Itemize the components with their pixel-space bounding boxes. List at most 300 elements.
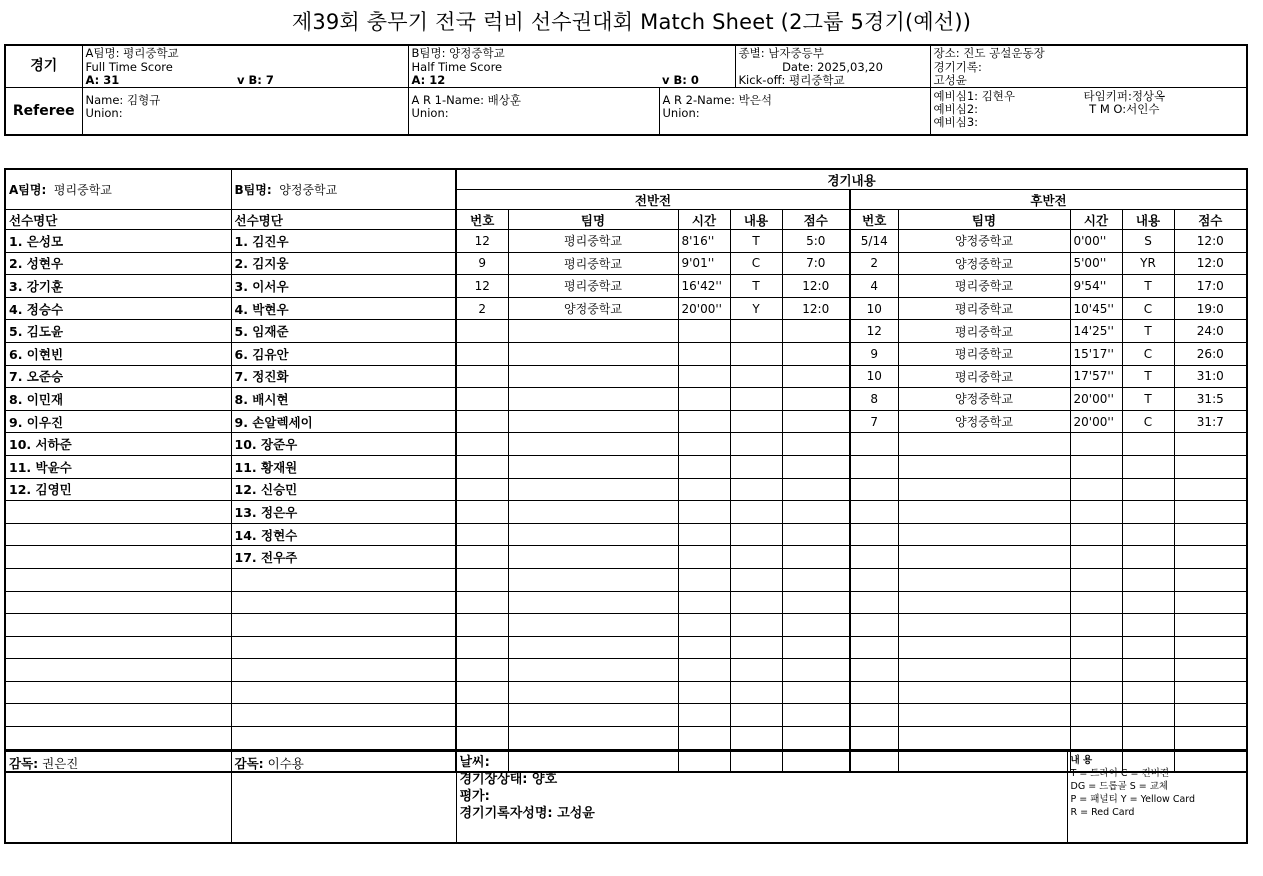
second-half-type bbox=[1122, 591, 1174, 614]
second-half-type: T bbox=[1122, 365, 1174, 388]
first-half-type bbox=[730, 636, 782, 659]
first-half-team bbox=[508, 659, 678, 682]
first-half-type bbox=[730, 501, 782, 524]
second-half-col-header: 번호 bbox=[850, 210, 898, 230]
second-half-score bbox=[1174, 433, 1247, 456]
half-time-a: A: 12 bbox=[408, 74, 659, 88]
first-half-no bbox=[456, 727, 508, 750]
first-half-no bbox=[456, 388, 508, 411]
player-b: 9. 손알렉세이 bbox=[231, 410, 456, 433]
first-half-team bbox=[508, 636, 678, 659]
second-half-score bbox=[1174, 681, 1247, 704]
second-half-time: 10'45'' bbox=[1070, 297, 1122, 320]
second-half-time bbox=[1070, 455, 1122, 478]
referee-label: Referee bbox=[5, 88, 82, 136]
match-label: 경기 bbox=[5, 45, 82, 88]
player-a bbox=[5, 681, 231, 704]
team-a-name: A팀명: 평리중학교 bbox=[82, 45, 408, 61]
first-half-no bbox=[456, 568, 508, 591]
second-half-score bbox=[1174, 659, 1247, 682]
second-half-score: 31:7 bbox=[1174, 410, 1247, 433]
first-half-score bbox=[782, 591, 850, 614]
referee-info bbox=[82, 88, 408, 136]
first-half-time bbox=[678, 614, 730, 637]
player-a: 1. 은성모 bbox=[5, 230, 231, 253]
player-a bbox=[5, 636, 231, 659]
table-row bbox=[5, 546, 1247, 569]
second-half-team: 평리중학교 bbox=[898, 320, 1070, 343]
second-half-no bbox=[850, 455, 898, 478]
second-half-team bbox=[898, 523, 1070, 546]
second-half-type bbox=[1122, 455, 1174, 478]
player-a: 10. 서하준 bbox=[5, 433, 231, 456]
first-half-team: 평리중학교 bbox=[508, 230, 678, 253]
player-b bbox=[231, 636, 456, 659]
second-half-no: 7 bbox=[850, 410, 898, 433]
second-half-team bbox=[898, 659, 1070, 682]
ar1-name: A R 1-Name: 배상훈 bbox=[411, 93, 521, 107]
table-row bbox=[5, 591, 1247, 614]
first-half-col-header: 팀명 bbox=[508, 210, 678, 230]
first-half-time bbox=[678, 320, 730, 343]
first-half-time: 8'16'' bbox=[678, 230, 730, 253]
player-a bbox=[5, 704, 231, 727]
coach-a bbox=[5, 751, 231, 843]
sheet-title: 제39회 충무기 전국 럭비 선수권대회 Match Sheet (2그룹 5경기(예선)) bbox=[291, 10, 972, 34]
player-a: 2. 성현우 bbox=[5, 252, 231, 275]
first-half-team: 평리중학교 bbox=[508, 252, 678, 275]
second-half-no: 4 bbox=[850, 275, 898, 298]
match-date: Date: 2025,03,20 bbox=[735, 61, 930, 74]
first-half-no bbox=[456, 478, 508, 501]
player-b bbox=[231, 704, 456, 727]
first-half-no bbox=[456, 455, 508, 478]
second-half-team bbox=[898, 636, 1070, 659]
first-half-no bbox=[456, 681, 508, 704]
second-half-time: 17'57'' bbox=[1070, 365, 1122, 388]
first-half-score bbox=[782, 455, 850, 478]
legend-line-3: P = 패널티 Y = Yellow Card bbox=[1070, 794, 1196, 805]
second-half-no bbox=[850, 546, 898, 569]
match-info-table bbox=[4, 44, 1248, 136]
first-half-score: 12:0 bbox=[782, 275, 850, 298]
second-half-score bbox=[1174, 501, 1247, 524]
legend-title: 내 용 bbox=[1070, 755, 1093, 766]
player-b: 5. 임재준 bbox=[231, 320, 456, 343]
first-half-no bbox=[456, 320, 508, 343]
first-half-team bbox=[508, 523, 678, 546]
second-half-type: T bbox=[1122, 320, 1174, 343]
ar2-info bbox=[659, 88, 930, 136]
first-half-time bbox=[678, 727, 730, 750]
second-half-time bbox=[1070, 523, 1122, 546]
first-half-type bbox=[730, 365, 782, 388]
second-half-no bbox=[850, 568, 898, 591]
first-half-score bbox=[782, 410, 850, 433]
first-half-score bbox=[782, 704, 850, 727]
player-a: 6. 이현빈 bbox=[5, 342, 231, 365]
second-half-no bbox=[850, 478, 898, 501]
second-half-no bbox=[850, 614, 898, 637]
legend bbox=[1067, 751, 1247, 843]
first-half-team bbox=[508, 478, 678, 501]
second-half-no bbox=[850, 659, 898, 682]
second-half-col-header: 점수 bbox=[1174, 210, 1247, 230]
second-half-score bbox=[1174, 478, 1247, 501]
first-half-no bbox=[456, 704, 508, 727]
first-half-team: 양정중학교 bbox=[508, 297, 678, 320]
first-half-time bbox=[678, 568, 730, 591]
first-half-time bbox=[678, 523, 730, 546]
full-time-a: A: 31 bbox=[82, 74, 234, 88]
second-half-time bbox=[1070, 433, 1122, 456]
second-half-team: 양정중학교 bbox=[898, 410, 1070, 433]
first-half-type: Y bbox=[730, 297, 782, 320]
second-half-team bbox=[898, 591, 1070, 614]
first-half-col-header: 시간 bbox=[678, 210, 730, 230]
first-half-time bbox=[678, 636, 730, 659]
reserve-officials bbox=[930, 88, 1247, 136]
first-half-score bbox=[782, 659, 850, 682]
player-b: 4. 박현우 bbox=[231, 297, 456, 320]
first-half-header: 전반전 bbox=[456, 190, 850, 210]
referee-union: Union: bbox=[85, 106, 123, 120]
player-a bbox=[5, 523, 231, 546]
second-half-score bbox=[1174, 568, 1247, 591]
table-row bbox=[5, 320, 1247, 343]
table-row bbox=[5, 727, 1247, 750]
second-half-type: YR bbox=[1122, 252, 1174, 275]
second-half-score bbox=[1174, 704, 1247, 727]
second-half-no bbox=[850, 727, 898, 750]
first-half-time bbox=[678, 433, 730, 456]
first-half-team bbox=[508, 365, 678, 388]
player-b bbox=[231, 568, 456, 591]
first-half-no: 12 bbox=[456, 275, 508, 298]
table-row bbox=[5, 297, 1247, 320]
ar1-union: Union: bbox=[411, 106, 449, 120]
first-half-team bbox=[508, 727, 678, 750]
coach-b-name: 이수용 bbox=[267, 756, 304, 771]
second-half-score bbox=[1174, 523, 1247, 546]
first-half-score bbox=[782, 365, 850, 388]
second-half-team bbox=[898, 478, 1070, 501]
ar2-name: A R 2-Name: 박은석 bbox=[662, 93, 772, 107]
second-half-time bbox=[1070, 727, 1122, 750]
first-half-type bbox=[730, 659, 782, 682]
first-half-score: 5:0 bbox=[782, 230, 850, 253]
first-half-no bbox=[456, 659, 508, 682]
second-half-time bbox=[1070, 636, 1122, 659]
player-a: 4. 정승수 bbox=[5, 297, 231, 320]
table-row bbox=[5, 704, 1247, 727]
second-half-header: 후반전 bbox=[850, 190, 1247, 210]
first-half-team bbox=[508, 704, 678, 727]
second-half-type: C bbox=[1122, 342, 1174, 365]
first-half-no bbox=[456, 342, 508, 365]
venue: 장소: 진도 공설운동장 bbox=[933, 46, 1045, 60]
first-half-score bbox=[782, 636, 850, 659]
first-half-team bbox=[508, 614, 678, 637]
recorder-label: 경기기록: bbox=[933, 61, 982, 74]
second-half-time bbox=[1070, 546, 1122, 569]
table-row bbox=[5, 523, 1247, 546]
second-half-col-header: 시간 bbox=[1070, 210, 1122, 230]
first-half-type bbox=[730, 320, 782, 343]
second-half-type bbox=[1122, 727, 1174, 750]
second-half-team bbox=[898, 501, 1070, 524]
footer-table bbox=[4, 750, 1248, 844]
first-half-time bbox=[678, 365, 730, 388]
second-half-no bbox=[850, 704, 898, 727]
player-b: 10. 장준우 bbox=[231, 433, 456, 456]
first-half-time: 9'01'' bbox=[678, 252, 730, 275]
first-half-score bbox=[782, 342, 850, 365]
player-a bbox=[5, 546, 231, 569]
first-half-score bbox=[782, 478, 850, 501]
table-row bbox=[5, 365, 1247, 388]
second-half-score: 17:0 bbox=[1174, 275, 1247, 298]
first-half-score: 12:0 bbox=[782, 297, 850, 320]
second-half-time bbox=[1070, 659, 1122, 682]
legend-line-1: T = 트라이 C = 컨버젼 bbox=[1070, 768, 1170, 779]
player-b: 13. 정은우 bbox=[231, 501, 456, 524]
second-half-type bbox=[1122, 478, 1174, 501]
second-half-team: 양정중학교 bbox=[898, 388, 1070, 411]
first-half-team bbox=[508, 568, 678, 591]
first-half-time bbox=[678, 659, 730, 682]
second-half-team: 평리중학교 bbox=[898, 342, 1070, 365]
legend-line-4: R = Red Card bbox=[1070, 807, 1135, 818]
player-a: 9. 이우진 bbox=[5, 410, 231, 433]
recorder-name: 고성윤 bbox=[930, 74, 1247, 88]
first-half-type bbox=[730, 614, 782, 637]
second-half-team: 평리중학교 bbox=[898, 365, 1070, 388]
first-half-time bbox=[678, 546, 730, 569]
field-condition: 경기장상태: 양호 bbox=[459, 772, 558, 787]
first-half-type bbox=[730, 591, 782, 614]
first-half-score: 7:0 bbox=[782, 252, 850, 275]
ar2-union: Union: bbox=[662, 106, 700, 120]
second-half-no: 9 bbox=[850, 342, 898, 365]
first-half-time bbox=[678, 388, 730, 411]
roster-header-a: 선수명단 bbox=[5, 210, 231, 230]
table-row bbox=[5, 455, 1247, 478]
team-a-label: A팀명: bbox=[9, 183, 47, 197]
second-half-type: C bbox=[1122, 410, 1174, 433]
second-half-type: T bbox=[1122, 388, 1174, 411]
team-b-label: B팀명: bbox=[234, 183, 272, 197]
second-half-type bbox=[1122, 568, 1174, 591]
table-row bbox=[5, 230, 1247, 253]
second-half-score: 31:0 bbox=[1174, 365, 1247, 388]
second-half-time bbox=[1070, 568, 1122, 591]
full-time-b: v B: 7 bbox=[234, 74, 408, 88]
second-half-no: 5/14 bbox=[850, 230, 898, 253]
first-half-team bbox=[508, 591, 678, 614]
second-half-score bbox=[1174, 614, 1247, 637]
first-half-time bbox=[678, 704, 730, 727]
second-half-type bbox=[1122, 501, 1174, 524]
player-b: 8. 배시현 bbox=[231, 388, 456, 411]
first-half-type bbox=[730, 523, 782, 546]
second-half-score: 12:0 bbox=[1174, 230, 1247, 253]
first-half-time bbox=[678, 410, 730, 433]
second-half-score: 31:5 bbox=[1174, 388, 1247, 411]
team-a-value: 평리중학교 bbox=[53, 183, 112, 197]
reserve-3: 예비심3: bbox=[933, 115, 979, 129]
match-events-table bbox=[4, 168, 1248, 773]
player-b bbox=[231, 614, 456, 637]
second-half-team bbox=[898, 568, 1070, 591]
second-half-type: T bbox=[1122, 275, 1174, 298]
second-half-type bbox=[1122, 433, 1174, 456]
second-half-type bbox=[1122, 546, 1174, 569]
coach-b bbox=[231, 751, 456, 843]
second-half-col-header: 내용 bbox=[1122, 210, 1174, 230]
first-half-type bbox=[730, 455, 782, 478]
legend-line-2: DG = 드롭골 S = 교체 bbox=[1070, 781, 1169, 792]
first-half-team bbox=[508, 455, 678, 478]
first-half-time bbox=[678, 342, 730, 365]
half-time-b: v B: 0 bbox=[659, 74, 735, 88]
first-half-no bbox=[456, 410, 508, 433]
second-half-team bbox=[898, 614, 1070, 637]
second-half-team bbox=[898, 546, 1070, 569]
player-b: 1. 김진우 bbox=[231, 230, 456, 253]
team-a-heading bbox=[5, 169, 231, 210]
first-half-no: 12 bbox=[456, 230, 508, 253]
first-half-time bbox=[678, 501, 730, 524]
first-half-type bbox=[730, 727, 782, 750]
second-half-team bbox=[898, 727, 1070, 750]
second-half-type: S bbox=[1122, 230, 1174, 253]
first-half-type bbox=[730, 433, 782, 456]
first-half-score bbox=[782, 433, 850, 456]
second-half-no: 10 bbox=[850, 365, 898, 388]
second-half-no: 12 bbox=[850, 320, 898, 343]
player-b: 6. 김유안 bbox=[231, 342, 456, 365]
tmo: T M O:서인수 bbox=[1089, 102, 1160, 116]
first-half-col-header: 번호 bbox=[456, 210, 508, 230]
second-half-no bbox=[850, 591, 898, 614]
player-b bbox=[231, 659, 456, 682]
player-a: 7. 오준승 bbox=[5, 365, 231, 388]
player-a: 3. 강기훈 bbox=[5, 275, 231, 298]
first-half-score bbox=[782, 614, 850, 637]
second-half-time: 0'00'' bbox=[1070, 230, 1122, 253]
player-a bbox=[5, 727, 231, 750]
first-half-type: C bbox=[730, 252, 782, 275]
roster-header-b: 선수명단 bbox=[231, 210, 456, 230]
table-row bbox=[5, 433, 1247, 456]
first-half-score bbox=[782, 501, 850, 524]
player-b bbox=[231, 727, 456, 750]
coach-a-label: 감독: bbox=[9, 756, 39, 771]
category: 종별: 남자중등부 bbox=[735, 45, 930, 61]
first-half-score bbox=[782, 388, 850, 411]
first-half-time bbox=[678, 681, 730, 704]
second-half-time bbox=[1070, 704, 1122, 727]
second-half-no: 8 bbox=[850, 388, 898, 411]
table-row bbox=[5, 636, 1247, 659]
player-b bbox=[231, 681, 456, 704]
second-half-no bbox=[850, 501, 898, 524]
table-row bbox=[5, 501, 1247, 524]
reserve-2: 예비심2: bbox=[933, 102, 979, 116]
first-half-team bbox=[508, 410, 678, 433]
player-a: 5. 김도윤 bbox=[5, 320, 231, 343]
first-half-no: 2 bbox=[456, 297, 508, 320]
second-half-score: 12:0 bbox=[1174, 252, 1247, 275]
second-half-time: 20'00'' bbox=[1070, 410, 1122, 433]
second-half-team bbox=[898, 681, 1070, 704]
kick-off: Kick-off: 평리중학교 bbox=[735, 74, 930, 88]
first-half-type bbox=[730, 342, 782, 365]
second-half-team bbox=[898, 455, 1070, 478]
player-b: 14. 정현수 bbox=[231, 523, 456, 546]
first-half-type bbox=[730, 546, 782, 569]
first-half-time bbox=[678, 478, 730, 501]
player-b bbox=[231, 591, 456, 614]
table-row bbox=[5, 410, 1247, 433]
second-half-no bbox=[850, 433, 898, 456]
second-half-col-header: 팀명 bbox=[898, 210, 1070, 230]
full-time-label: Full Time Score bbox=[82, 61, 408, 74]
first-half-time bbox=[678, 455, 730, 478]
first-half-team bbox=[508, 433, 678, 456]
second-half-time bbox=[1070, 681, 1122, 704]
first-half-score bbox=[782, 681, 850, 704]
second-half-time bbox=[1070, 614, 1122, 637]
first-half-type bbox=[730, 704, 782, 727]
player-b: 17. 전우주 bbox=[231, 546, 456, 569]
second-half-type bbox=[1122, 681, 1174, 704]
first-half-team bbox=[508, 501, 678, 524]
second-half-team: 평리중학교 bbox=[898, 297, 1070, 320]
player-a bbox=[5, 591, 231, 614]
first-half-col-header: 점수 bbox=[782, 210, 850, 230]
second-half-no: 10 bbox=[850, 297, 898, 320]
first-half-score bbox=[782, 568, 850, 591]
first-half-type: T bbox=[730, 275, 782, 298]
second-half-score bbox=[1174, 636, 1247, 659]
second-half-team: 양정중학교 bbox=[898, 230, 1070, 253]
first-half-team bbox=[508, 546, 678, 569]
second-half-team bbox=[898, 704, 1070, 727]
table-row bbox=[5, 568, 1247, 591]
table-row bbox=[5, 275, 1247, 298]
team-b-value: 양정중학교 bbox=[279, 183, 338, 197]
second-half-team: 평리중학교 bbox=[898, 275, 1070, 298]
second-half-time: 15'17'' bbox=[1070, 342, 1122, 365]
second-half-score bbox=[1174, 591, 1247, 614]
timekeeper: 타임키퍼:정상옥 bbox=[1083, 89, 1166, 103]
first-half-score bbox=[782, 727, 850, 750]
first-half-score bbox=[782, 523, 850, 546]
second-half-time bbox=[1070, 501, 1122, 524]
player-a bbox=[5, 614, 231, 637]
coach-b-label: 감독: bbox=[234, 756, 264, 771]
player-a: 8. 이민재 bbox=[5, 388, 231, 411]
referee-name: Name: 김형규 bbox=[85, 93, 161, 107]
second-half-score: 24:0 bbox=[1174, 320, 1247, 343]
second-half-type: C bbox=[1122, 297, 1174, 320]
first-half-no bbox=[456, 546, 508, 569]
second-half-no bbox=[850, 523, 898, 546]
second-half-score: 26:0 bbox=[1174, 342, 1247, 365]
first-half-time: 16'42'' bbox=[678, 275, 730, 298]
